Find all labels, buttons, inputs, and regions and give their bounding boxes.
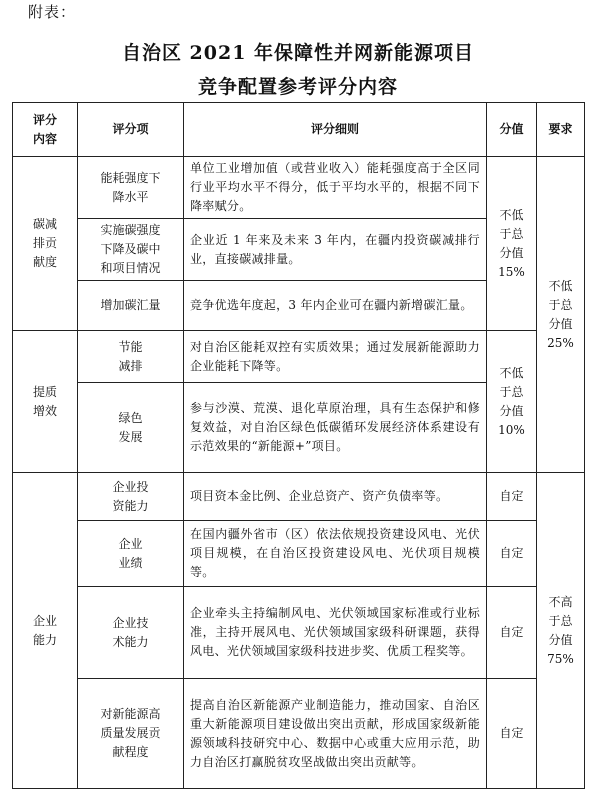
detail-cell: 参与沙漠、荒漠、退化草原治理，具有生态保护和修复效益，对自治区绿色低碳循环发展经济体系建设有示范效果的“新能源+”项目。 <box>184 383 487 473</box>
item-cell: 对新能源高 质量发展贡 献程度 <box>78 679 184 789</box>
table-row <box>13 521 585 587</box>
score-cell: 自定 <box>487 679 537 789</box>
header-category: 评分 内容 <box>13 103 78 157</box>
header-detail: 评分细则 <box>184 103 487 157</box>
item-cell: 增加碳汇量 <box>78 281 184 331</box>
detail-cell: 项目资本金比例、企业总资产、资产负债率等。 <box>184 473 487 521</box>
requirement-max-75: 不高 于总 分值 75% <box>537 473 585 789</box>
detail-cell: 企业牵头主持编制风电、光伏领域国家标准或行业标准，主持开展风电、光伏领域国家级科研课题，获得风电、光伏领域国家级科技进步奖、优质工程奖等。 <box>184 587 487 679</box>
requirement-min-25: 不低 于总 分值 25% <box>537 157 585 473</box>
detail-cell: 在国内疆外省市（区）依法依规投资建设风电、光伏项目规模，在自治区投资建设风电、光伏项目规模等。 <box>184 521 487 587</box>
item-cell: 绿色 发展 <box>78 383 184 473</box>
detail-cell: 单位工业增加值（或营业收入）能耗强度高于全区同行业平均水平不得分，低于平均水平的，根据不同下降率赋分。 <box>184 157 487 219</box>
item-cell: 企业投 资能力 <box>78 473 184 521</box>
detail-cell: 企业近 1 年来及未来 3 年内，在疆内投资碳减排行业，直接碳减排量。 <box>184 219 487 281</box>
table-header-row <box>13 103 585 157</box>
category-quality: 提质 增效 <box>13 331 78 473</box>
table-row <box>13 331 585 383</box>
scoring-table <box>12 102 585 789</box>
table-row <box>13 587 585 679</box>
table-row <box>13 473 585 521</box>
score-cell: 自定 <box>487 587 537 679</box>
item-cell: 企业 业绩 <box>78 521 184 587</box>
category-carbon: 碳减 排贡 献度 <box>13 157 78 331</box>
score-quality: 不低 于总 分值 10% <box>487 331 537 473</box>
appendix-label: 附表： <box>28 3 77 21</box>
detail-cell: 对自治区能耗双控有实质效果；通过发展新能源助力企业能耗下降等。 <box>184 331 487 383</box>
header-requirement: 要求 <box>537 103 585 157</box>
item-cell: 节能 减排 <box>78 331 184 383</box>
score-carbon: 不低 于总 分值 15% <box>487 157 537 331</box>
detail-cell: 提高自治区新能源产业制造能力，推动国家、自治区重大新能源项目建设做出突出贡献，形成国家级新能源领域科技研究中心、数据中心或重大应用示范，助力自治区打赢脱贫攻坚战做出突出贡献等。 <box>184 679 487 789</box>
score-cell: 自定 <box>487 473 537 521</box>
document-title-line1: 自治区 2021 年保障性并网新能源项目 <box>121 42 475 64</box>
item-cell: 能耗强度下 降水平 <box>78 157 184 219</box>
header-item: 评分项 <box>78 103 184 157</box>
item-cell: 实施碳强度 下降及碳中 和项目情况 <box>78 219 184 281</box>
detail-cell: 竞争优选年度起，3 年内企业可在疆内新增碳汇量。 <box>184 281 487 331</box>
header-score: 分值 <box>487 103 537 157</box>
category-capability: 企业 能力 <box>13 473 78 789</box>
document-title-line2: 竞争配置参考评分内容 <box>197 76 398 98</box>
score-cell: 自定 <box>487 521 537 587</box>
table-row <box>13 157 585 219</box>
item-cell: 企业技 术能力 <box>78 587 184 679</box>
table-row <box>13 679 585 789</box>
